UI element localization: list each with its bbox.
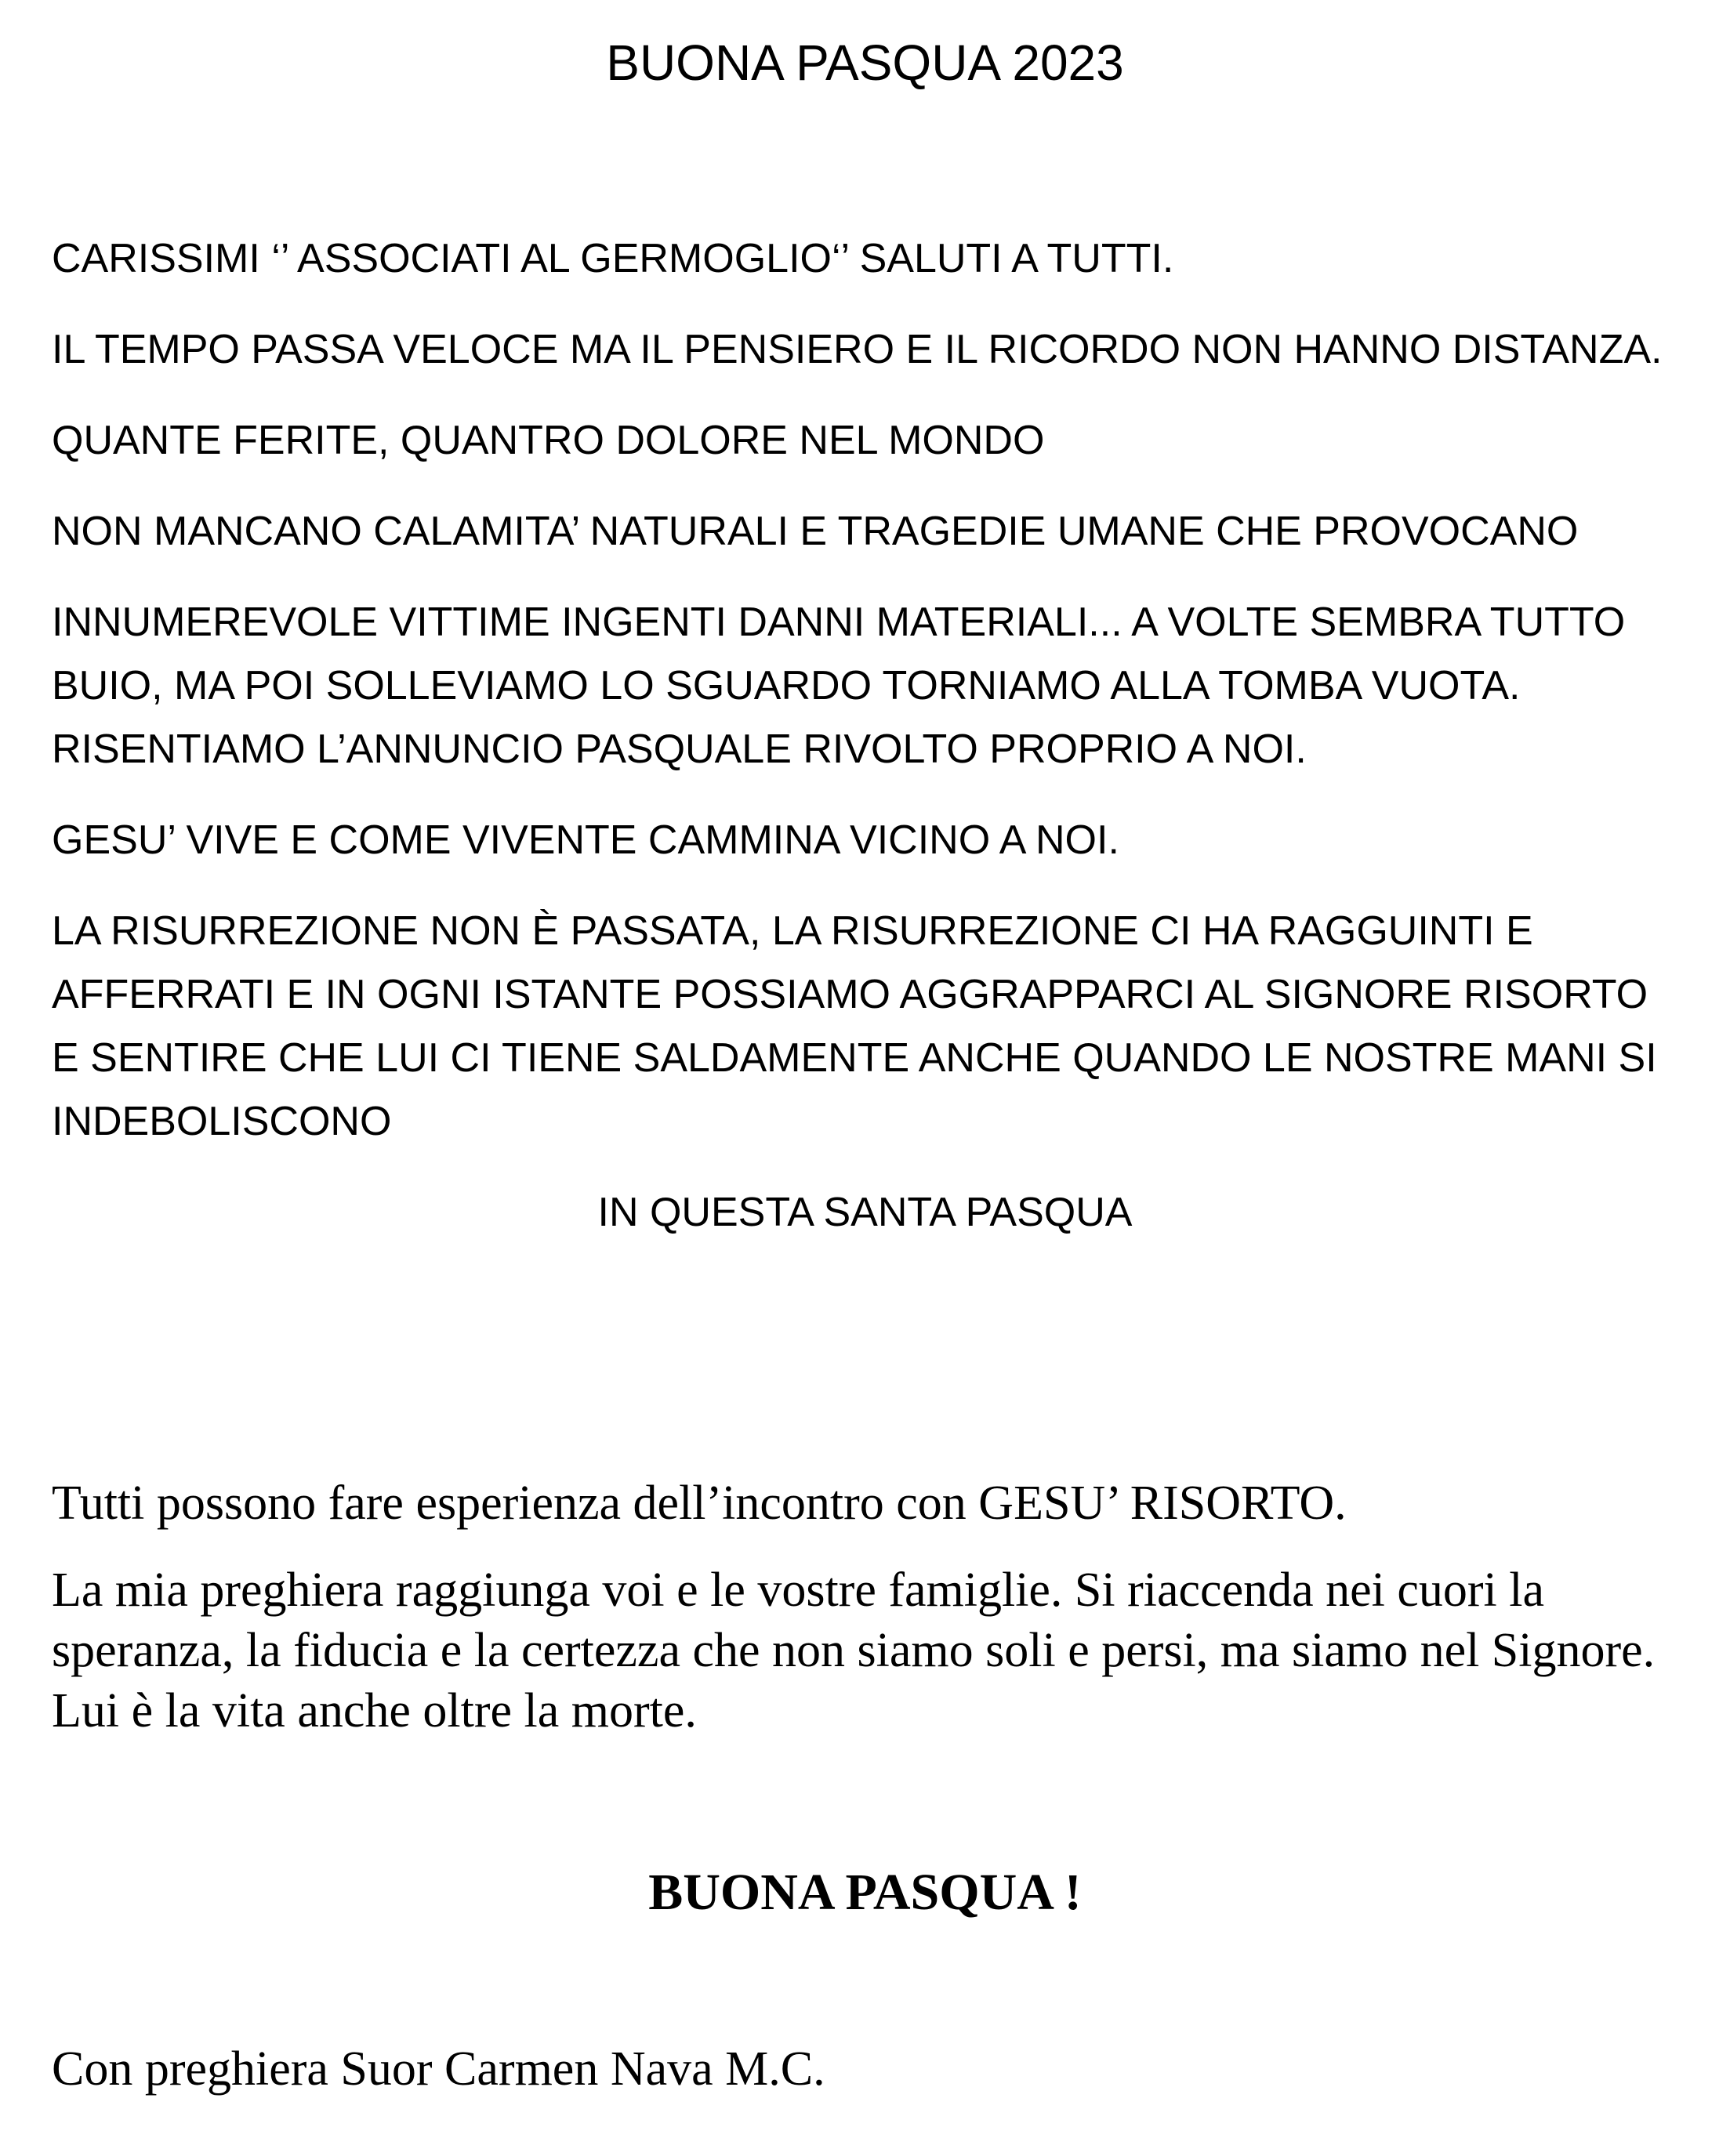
closing-greeting: BUONA PASQUA ! (648, 1864, 1082, 1921)
body-paragraph-calamities: NON MANCANO CALAMITA’ NATURALI E TRAGEDIE UMANE CHE PROVOCANO (52, 509, 1579, 554)
letter-body-uppercase (52, 227, 1678, 1272)
body-paragraph-resurrection: LA RISURREZIONE NON È PASSATA, LA RISURREZIONE CI HA RAGGUINTI E AFFERRATI E IN OGNI ISTANTE POSSIAMO AGGRAPPARCI AL SIGNORE RISORTO E SENTIRE CHE LUI CI TIENE SALDAMENTE ANCHE QUANDO LE NOSTRE MANI SI INDEBOLISCONO (52, 908, 1657, 1144)
body-paragraph-time: IL TEMPO PASSA VELOCE MA IL PENSIERO E IL RICORDO NON HANNO DISTANZA. (52, 327, 1663, 372)
serif-paragraph-encounter: Tutti possono fare esperienza dell’incontro con GESU’ RISORTO. (52, 1477, 1347, 1530)
greeting-paragraph: CARISSIMI ‘’ ASSOCIATI AL GERMOGLIO‘’ SALUTI A TUTTI. (52, 236, 1174, 281)
letter-body-serif (52, 1473, 1678, 1768)
body-paragraph-jesus-lives: GESU’ VIVE E COME VIVENTE CAMMINA VICINO A NOI. (52, 817, 1119, 863)
centered-heading: IN QUESTA SANTA PASQUA (597, 1190, 1133, 1235)
serif-paragraph-prayer: La mia preghiera raggiunga voi e le vostre famiglie. Si riaccenda nei cuori la speranza, la fiducia e la certezza che non siamo soli e persi, ma siamo nel Signore. Lui è la vita anche oltre la morte. (52, 1564, 1656, 1737)
document-title: BUONA PASQUA 2023 (606, 34, 1124, 91)
body-paragraph-wounds: QUANTE FERITE, QUANTRO DOLORE NEL MONDO (52, 418, 1045, 463)
body-paragraph-victims: INNUMEREVOLE VITTIME INGENTI DANNI MATERIALI... A VOLTE SEMBRA TUTTO BUIO, MA POI SOLLEVIAMO LO SGUARDO TORNIAMO ALLA TOMBA VUOTA. RISENTIAMO L’ANNUNCIO PASQUALE RIVOLTO PROPRIO A NOI. (52, 600, 1626, 772)
signature-line: Con preghiera Suor Carmen Nava M.C. (52, 2042, 825, 2096)
